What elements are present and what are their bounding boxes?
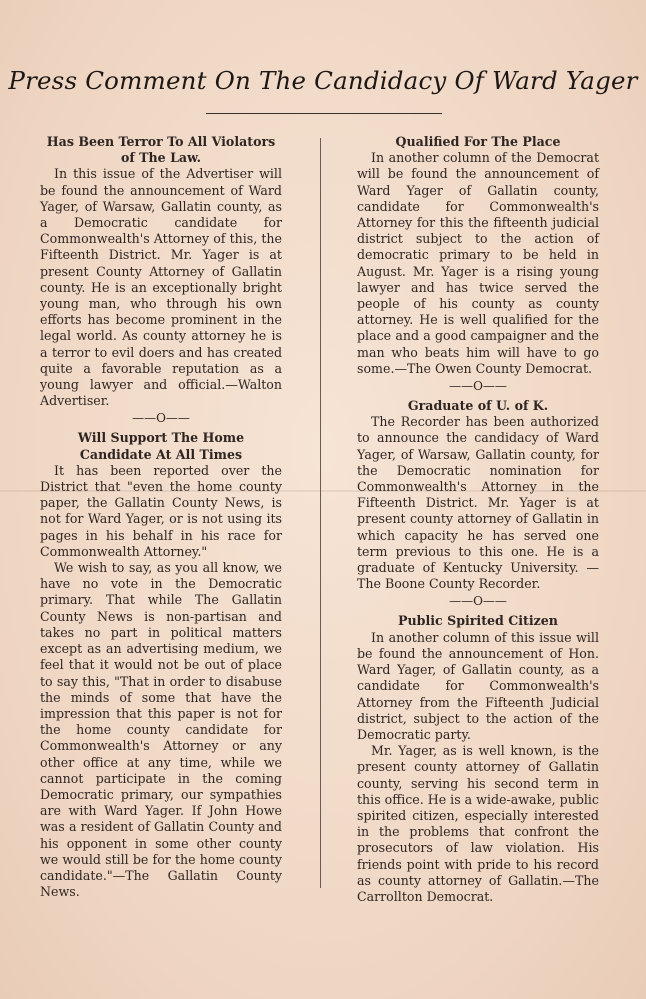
article-public-spirited-citizen <box>357 613 599 905</box>
section-separator: ——O—— <box>449 594 507 609</box>
article-graduate-u-of-k <box>357 398 599 592</box>
article-paragraph: In another column of this issue will be found the announcement of Hon. Ward Yager, of Gallatin county, as a candidate for Commonwealth's Attorney from the Fifteenth Judicial district, subject to the action of the Democratic party. <box>357 629 599 742</box>
page-title: Press Comment On The Candidacy Of Ward Yager <box>8 66 638 95</box>
section-separator: ——O—— <box>132 411 190 426</box>
section-separator: ——O—— <box>449 379 507 394</box>
article-heading: Public Spirited Citizen <box>398 613 558 629</box>
article-paragraph: In this issue of the Advertiser will be found the announcement of Ward Yager, of Warsaw, Gallatin county, as a Democratic candidate for Commonwealth's Attorney of this, the Fifteenth District. Mr. Yager is at present County Attorney of Gallatin county. He is an exceptionally bright young man, who through his own efforts has become prominent in the legal world. As county attorney he is a terror to evil doers and has created quite a favorable reputation as a young lawyer and official.—Walton Advertiser. <box>40 166 282 409</box>
article-paragraph: It has been reported over the District that "even the home county paper, the Gallatin County News, is not for Ward Yager, or is not using its pages in his behalf in his race for Commonwealth Attorney." <box>40 462 282 559</box>
title-underline <box>206 113 442 114</box>
article-paragraph: In another column of the Democrat will be found the announcement of Ward Yager of Gallatin county, candidate for Commonwealth's Attorney for this the fifteenth judicial district subject to the action of democratic primary to be held in August. Mr. Yager is a rising young lawyer and has twice served the people of his county as county attorney. He is well qualified for the place and a good campaigner and the man who beats him will have to go some.—The Owen County Democrat. <box>357 150 599 376</box>
article-paragraph: Mr. Yager, as is well known, is the present county attorney of Gallatin county, serving his second term in this office. He is a wide-awake, public spirited citizen, especially interested in the problems that confront the prosecutors of law violation. His friends point with pride to his record as county attorney of Gallatin.—The Carrollton Democrat. <box>357 743 599 904</box>
article-paragraph: The Recorder has been authorized to announce the candidacy of Ward Yager, of Warsaw, Gallatin county, for the Democratic nomination for Commonwealth's Attorney in the Fifteenth District. Mr. Yager is at present county attorney of Gallatin in which capacity he has served one term previous to this one. He is a graduate of Kentucky University. —The Boone County Recorder. <box>357 414 599 592</box>
article-heading: Will Support The Home Candidate At All Times <box>77 430 245 462</box>
right-column <box>357 134 599 905</box>
article-qualified-for-place <box>357 134 599 377</box>
column-divider <box>320 138 321 888</box>
article-heading: Graduate of U. of K. <box>407 398 549 414</box>
left-column <box>40 134 282 900</box>
article-terror-to-violators <box>40 134 282 409</box>
article-support-home-candidate <box>40 430 282 900</box>
article-heading: Has Been Terror To All Violators of The Law. <box>46 134 276 166</box>
article-heading: Qualified For The Place <box>395 134 561 149</box>
article-paragraph: We wish to say, as you all know, we have no vote in the Democratic primary. That while The Gallatin County News is non-partisan and takes no part in political matters except as an advertising medium, we feel that it would not be out of place to say this, "That in order to disabuse the minds of some that have the impression that this paper is not for the home county candidate for Commonwealth's Attorney or any other office at any time, while we cannot participate in the coming Democratic primary, our sympathies are with Ward Yager. If John Howe was a resident of Gallatin County and his opponent in some other county we would still be for the home county candidate."—The Gallatin County News. <box>40 560 282 900</box>
